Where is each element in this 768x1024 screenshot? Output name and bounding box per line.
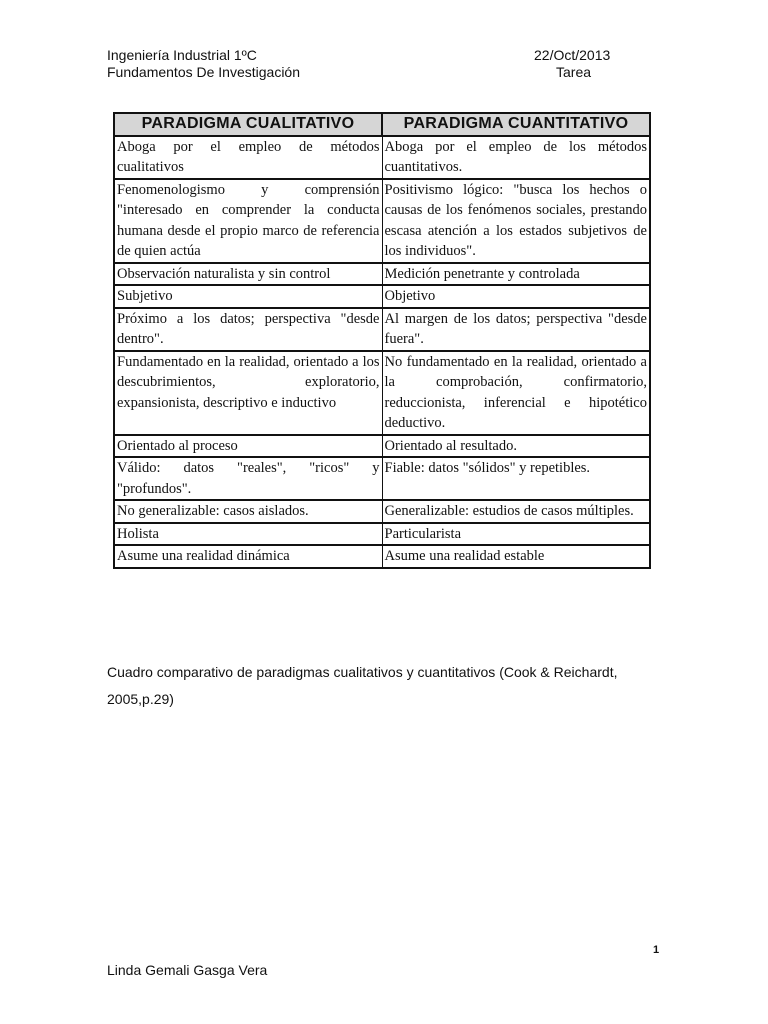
table-row: [114, 285, 650, 308]
footer-author: Linda Gemali Gasga Vera: [107, 962, 268, 978]
table-cell-quantitative: Objetivo: [382, 285, 650, 308]
table-cell-qualitative: Válido: datos "reales", "ricos" y "profundos".: [114, 457, 382, 500]
table-cell-quantitative: Al margen de los datos; perspectiva "desde fuera".: [382, 308, 650, 351]
table-row: [114, 500, 650, 523]
table-cell-qualitative: Próximo a los datos; perspectiva "desde dentro".: [114, 308, 382, 351]
header-course: Ingeniería Industrial 1ºC: [107, 47, 257, 63]
header-assignment-type: Tarea: [556, 64, 592, 80]
table-cell-qualitative: Fenomenologismo y comprensión "interesado en comprender la conducta humana desde el propio marco de referencia de quien actúa: [114, 179, 382, 263]
comparison-table: [113, 112, 651, 569]
column-header-quantitative: PARADIGMA CUANTITATIVO: [382, 113, 650, 136]
table-cell-qualitative: Aboga por el empleo de métodos cualitativos: [114, 136, 382, 179]
table-row: [114, 263, 650, 286]
table-row: [114, 523, 650, 546]
table-row: [114, 457, 650, 500]
table-row: [114, 136, 650, 179]
table-row: [114, 308, 650, 351]
table-cell-qualitative: Subjetivo: [114, 285, 382, 308]
header-subject: Fundamentos De Investigación: [107, 64, 300, 80]
table-cell-qualitative: Holista: [114, 523, 382, 546]
header-left: [107, 47, 300, 81]
table-cell-qualitative: Observación naturalista y sin control: [114, 263, 382, 286]
column-header-qualitative: PARADIGMA CUALITATIVO: [114, 113, 382, 136]
table-row: [114, 435, 650, 458]
table-cell-quantitative: Aboga por el empleo de los métodos cuantitativos.: [382, 136, 650, 179]
header-date: 22/Oct/2013: [534, 47, 611, 63]
header-right: [534, 47, 610, 81]
table-cell-qualitative: Fundamentado en la realidad, orientado a los descubrimientos, exploratorio, expansionista, descriptivo e inductivo: [114, 351, 382, 435]
table-row: [114, 179, 650, 263]
table-cell-quantitative: Medición penetrante y controlada: [382, 263, 650, 286]
table-cell-quantitative: No fundamentado en la realidad, orientado a la comprobación, confirmatorio, reduccionista, inferencial e hipotético deductivo.: [382, 351, 650, 435]
table-cell-quantitative: Asume una realidad estable: [382, 545, 650, 568]
table-row: [114, 545, 650, 568]
table-cell-quantitative: Fiable: datos "sólidos" y repetibles.: [382, 457, 650, 500]
page-number: 1: [653, 944, 660, 956]
table-cell-qualitative: Asume una realidad dinámica: [114, 545, 382, 568]
table-cell-qualitative: Orientado al proceso: [114, 435, 382, 458]
table-caption: Cuadro comparativo de paradigmas cualitativos y cuantitativos (Cook & Reichardt, 2005,p.29): [107, 664, 618, 707]
table-cell-quantitative: Generalizable: estudios de casos múltiples.: [382, 500, 650, 523]
table-cell-quantitative: Particularista: [382, 523, 650, 546]
table-cell-quantitative: Orientado al resultado.: [382, 435, 650, 458]
table-cell-quantitative: Positivismo lógico: "busca los hechos o causas de los fenómenos sociales, prestando escasa atención a los estados subjetivos de los individuos".: [382, 179, 650, 263]
table-cell-qualitative: No generalizable: casos aislados.: [114, 500, 382, 523]
table-header-row: [114, 113, 650, 136]
table-row: [114, 351, 650, 435]
